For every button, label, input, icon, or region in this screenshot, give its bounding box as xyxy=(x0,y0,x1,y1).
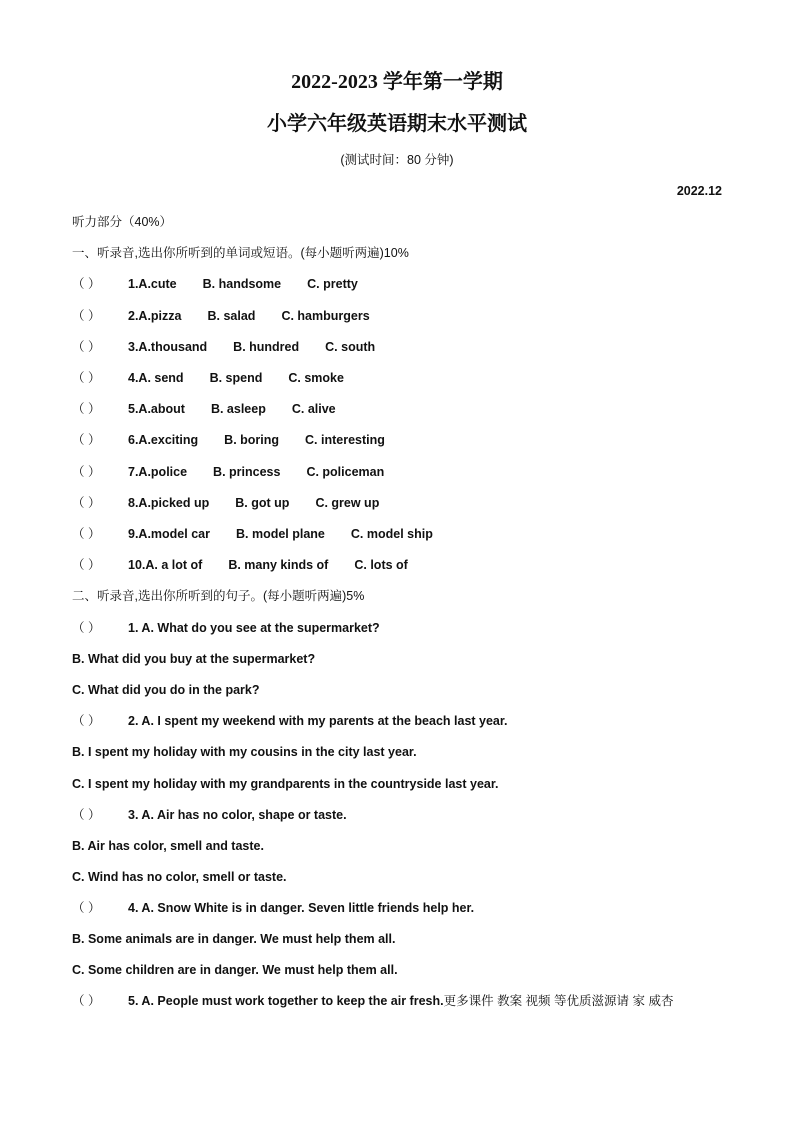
exam-title-term: 2022-2023 学年第一学期 xyxy=(291,71,503,93)
option-a: 6.A.exciting xyxy=(128,433,199,447)
part1-question xyxy=(72,463,384,481)
option-a: 2. A. I spent my weekend with my parents at the beach last year. xyxy=(128,714,508,728)
option-b: B. What did you buy at the supermarket? xyxy=(72,652,316,666)
part1-question xyxy=(72,338,375,356)
option-b: B. salad xyxy=(207,309,256,323)
option-c: C. policeman xyxy=(306,465,385,479)
option-c: C. model ship xyxy=(350,527,433,541)
option-b: B. got up xyxy=(235,496,290,510)
option-a: 1.A.cute xyxy=(128,277,177,291)
option-a: 8.A.picked up xyxy=(128,496,210,510)
option-a: 9.A.model car xyxy=(128,527,210,541)
part1-question xyxy=(72,525,433,543)
answer-blank[interactable]: （ ） xyxy=(72,340,101,354)
option-c: C. smoke xyxy=(288,371,344,385)
part2-heading: 二、听录音,选出你所听到的句子。(每小题听两遍)5% xyxy=(72,589,365,603)
part2-question xyxy=(72,806,347,824)
part1-question xyxy=(72,431,385,449)
option-c: C. Wind has no color, smell or taste. xyxy=(72,870,287,884)
part1-question xyxy=(72,556,408,574)
promo-text: 更多课件 教案 视频 等优质滋源请 家 威杏 xyxy=(443,994,674,1008)
option-c: C. I spent my holiday with my grandparents in the countryside last year. xyxy=(72,777,499,791)
part1-question xyxy=(72,400,336,418)
part1-question xyxy=(72,494,379,512)
option-b: B. handsome xyxy=(202,277,282,291)
part2-question xyxy=(72,899,474,917)
option-a: 3. A. Air has no color, shape or taste. xyxy=(128,808,347,822)
answer-blank[interactable]: （ ） xyxy=(72,808,101,822)
answer-blank[interactable]: （ ） xyxy=(72,309,101,323)
part1-question xyxy=(72,307,370,325)
option-c: C. Some children are in danger. We must help them all. xyxy=(72,963,398,977)
part2-question xyxy=(72,992,673,1010)
answer-blank[interactable]: （ ） xyxy=(72,994,101,1008)
answer-blank[interactable]: （ ） xyxy=(72,558,101,572)
option-a: 10.A. a lot of xyxy=(128,558,203,572)
option-c: C. What did you do in the park? xyxy=(72,683,260,697)
option-b: B. spend xyxy=(209,371,263,385)
option-b: B. boring xyxy=(224,433,280,447)
part2-question xyxy=(72,619,380,637)
option-a: 3.A.thousand xyxy=(128,340,208,354)
option-b: B. many kinds of xyxy=(228,558,329,572)
part1-question xyxy=(72,275,358,293)
exam-duration: (测试时间：80 分钟) xyxy=(340,153,454,167)
option-a: 1. A. What do you see at the supermarket? xyxy=(128,621,380,635)
option-b: B. Some animals are in danger. We must help them all. xyxy=(72,932,396,946)
answer-blank[interactable]: （ ） xyxy=(72,901,101,915)
part1-heading: 一、听录音,选出你所听到的单词或短语。(每小题听两遍)10% xyxy=(72,246,409,260)
listening-heading: 听力部分（40%） xyxy=(72,215,173,229)
answer-blank[interactable]: （ ） xyxy=(72,433,101,447)
option-c: C. alive xyxy=(291,402,336,416)
option-b: B. I spent my holiday with my cousins in the city last year. xyxy=(72,745,417,759)
option-c: C. interesting xyxy=(305,433,385,447)
option-c: C. hamburgers xyxy=(281,309,370,323)
option-a: 4.A. send xyxy=(128,371,184,385)
option-a: 7.A.police xyxy=(128,465,188,479)
exam-title-subject: 小学六年级英语期末水平测试 xyxy=(267,113,527,135)
option-a: 4. A. Snow White is in danger. Seven little friends help her. xyxy=(128,901,475,915)
option-b: B. model plane xyxy=(235,527,325,541)
option-b: B. Air has color, smell and taste. xyxy=(72,839,264,853)
option-b: B. asleep xyxy=(210,402,266,416)
option-b: B. princess xyxy=(213,465,281,479)
option-c: C. pretty xyxy=(307,277,358,291)
option-c: C. lots of xyxy=(354,558,408,572)
answer-blank[interactable]: （ ） xyxy=(72,402,101,416)
answer-blank[interactable]: （ ） xyxy=(72,527,101,541)
exam-date: 2022.12 xyxy=(676,184,722,198)
option-b: B. hundred xyxy=(233,340,300,354)
part1-question xyxy=(72,369,344,387)
answer-blank[interactable]: （ ） xyxy=(72,496,101,510)
answer-blank[interactable]: （ ） xyxy=(72,714,101,728)
answer-blank[interactable]: （ ） xyxy=(72,371,101,385)
option-a: 5. A. People must work together to keep the air fresh. xyxy=(128,994,444,1008)
part2-question xyxy=(72,712,508,730)
option-c: C. grew up xyxy=(315,496,380,510)
answer-blank[interactable]: （ ） xyxy=(72,277,101,291)
answer-blank[interactable]: （ ） xyxy=(72,465,101,479)
option-a: 2.A.pizza xyxy=(128,309,182,323)
option-a: 5.A.about xyxy=(128,402,185,416)
option-c: C. south xyxy=(325,340,376,354)
answer-blank[interactable]: （ ） xyxy=(72,621,101,635)
